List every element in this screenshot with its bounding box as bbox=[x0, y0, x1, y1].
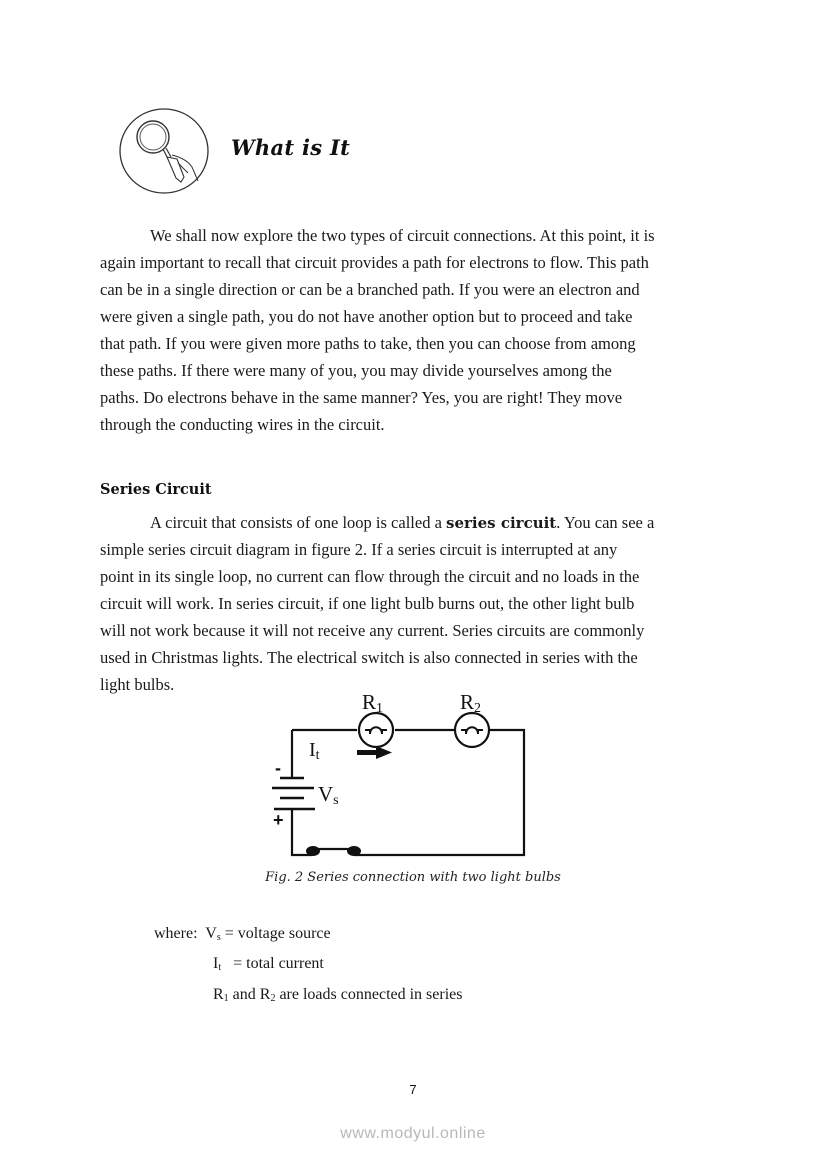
paragraph-line bbox=[100, 509, 730, 536]
paragraph-line: paths. Do electrons behave in the same manner? Yes, you are right! They move bbox=[100, 388, 623, 407]
legend-symbol: $I_t$ bbox=[213, 955, 222, 973]
paragraph-line: were given a single path, you do not have another option but to proceed and take bbox=[100, 307, 633, 326]
intro-paragraph bbox=[100, 222, 730, 438]
series-circuit-term: series circuit bbox=[446, 514, 557, 532]
paragraph-line: can be in a single direction or can be a branched path. If you were an electron and bbox=[100, 280, 640, 299]
paragraph-line: We shall now explore the two types of circuit connections. At this point, it is bbox=[150, 226, 655, 245]
text-run: A circuit that consists of one loop is called a bbox=[150, 513, 447, 532]
paragraph-line: again important to recall that circuit provides a path for electrons to flow. This path bbox=[100, 253, 649, 272]
legend-row bbox=[213, 955, 324, 973]
legend-text: = voltage source bbox=[220, 925, 331, 942]
paragraph-line: point in its single loop, no current can flow through the circuit and no loads in the bbox=[100, 567, 640, 586]
series-circuit-diagram bbox=[262, 686, 542, 866]
section-title: What is It bbox=[231, 135, 351, 160]
where-label: where: bbox=[154, 925, 198, 942]
bulb-r2-icon bbox=[455, 713, 489, 747]
paragraph-line: through the conducting wires in the circuit. bbox=[100, 415, 385, 434]
switch-contact-left bbox=[306, 846, 320, 856]
legend-text: and bbox=[228, 986, 260, 1003]
paragraph-line: simple series circuit diagram in figure 2. If a series circuit is interrupted at any bbox=[100, 540, 618, 559]
label-plus: + bbox=[273, 810, 284, 830]
battery-icon bbox=[272, 778, 315, 809]
page-number: 7 bbox=[409, 1082, 417, 1097]
paragraph-line: will not work because it will not receive any current. Series circuits are commonly bbox=[100, 621, 645, 640]
label-minus: - bbox=[275, 758, 281, 778]
legend-row bbox=[154, 925, 331, 943]
label-r1: R1 bbox=[362, 690, 384, 716]
legend-text: = total current bbox=[221, 955, 324, 972]
legend-symbol: $R_1$ bbox=[213, 986, 229, 1004]
label-vs: Vs bbox=[318, 782, 339, 808]
paragraph-line: circuit will work. In series circuit, if one light bulb burns out, the other light bulb bbox=[100, 594, 635, 613]
legend-symbol: $R_2$ bbox=[259, 986, 276, 1004]
switch-contact-right bbox=[347, 846, 361, 856]
magnifying-glass-hand-icon bbox=[118, 107, 210, 195]
legend-symbol: $V_s$ bbox=[205, 925, 221, 943]
text-run: . You can see a bbox=[556, 513, 655, 532]
series-circuit-heading: Series Circuit bbox=[100, 481, 212, 498]
series-paragraph bbox=[100, 509, 730, 698]
legend-row bbox=[213, 986, 462, 1004]
bulb-r1-icon bbox=[359, 713, 393, 747]
watermark[interactable]: www.modyul.online bbox=[340, 1125, 486, 1142]
label-r2: R2 bbox=[460, 690, 482, 716]
figure-caption: Fig. 2 Series connection with two light bulbs bbox=[265, 870, 561, 885]
legend-text: are loads connected in series bbox=[275, 986, 463, 1003]
paragraph-line: light bulbs. bbox=[100, 675, 175, 694]
paragraph-line: that path. If you were given more paths to take, then you can choose from among bbox=[100, 334, 636, 353]
paragraph-line: used in Christmas lights. The electrical switch is also connected in series with the bbox=[100, 648, 638, 667]
paragraph-line: these paths. If there were many of you, you may divide yourselves among the bbox=[100, 361, 612, 380]
label-it: It bbox=[309, 739, 320, 763]
